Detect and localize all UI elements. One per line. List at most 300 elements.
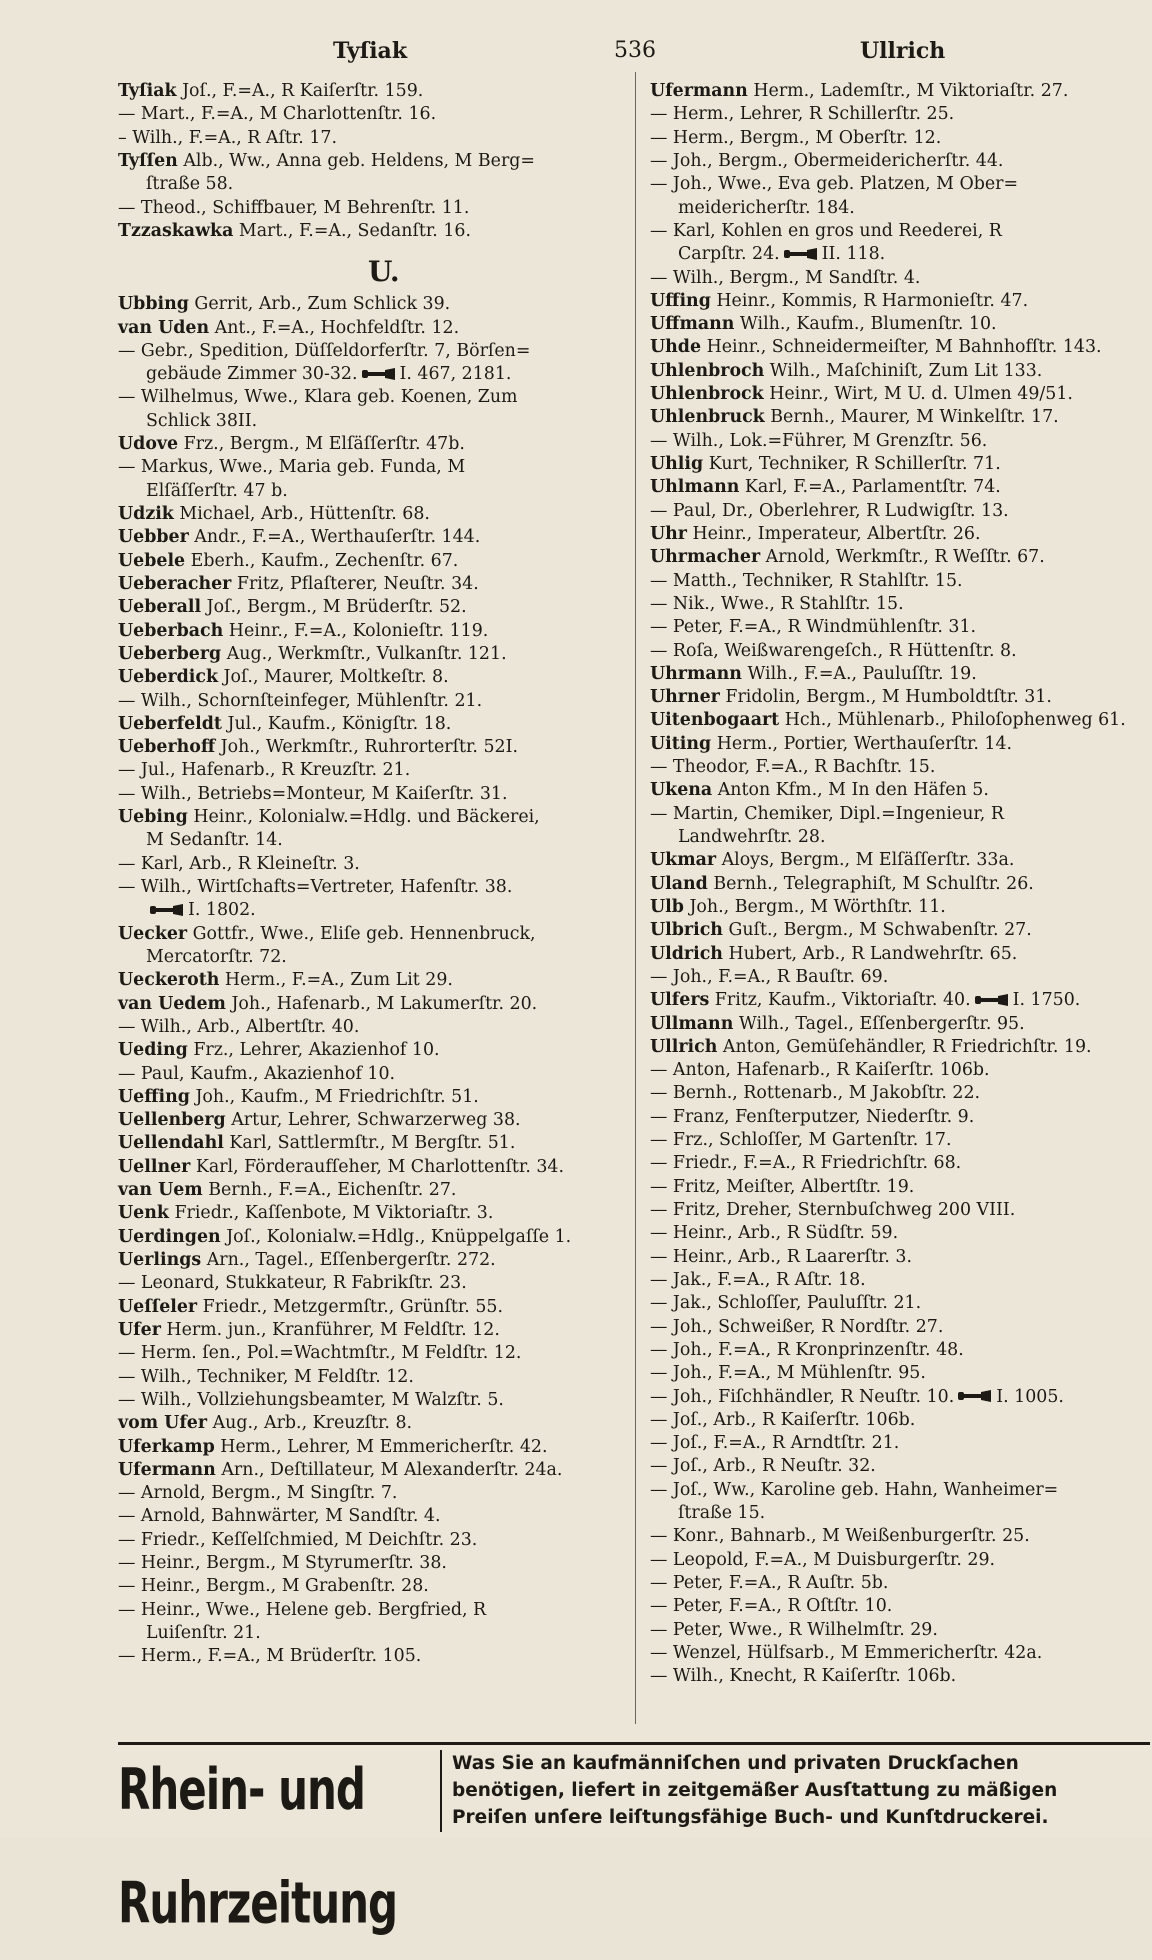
entry-details: — Peter, F.=A., R Auſtr. 5b. [650,1573,889,1593]
entry-surname: Ufer [118,1319,161,1340]
directory-entry [650,1176,1150,1199]
directory-entry [650,826,1150,849]
directory-entry [118,386,626,409]
directory-entry [118,340,626,363]
entry-surname: Ukena [650,780,713,801]
directory-entry [650,779,1150,802]
entry-surname: Ukmar [650,850,717,871]
entry-details: Friedr., Kaſſenbote, M Viktoriaſtr. 3. [168,1203,494,1224]
directory-entry [118,853,626,876]
entry-details: Joſ., F.=A., R Kaiſerſtr. 159. [176,81,424,101]
entry-details: — Paul, Dr., Oberlehrer, R Ludwigſtr. 13. [650,500,1009,521]
entry-surname: Uhlenbroch [650,360,765,381]
entry-details: — Wilh., Bergm., M Sandſtr. 4. [650,267,921,288]
entry-details: — Arnold, Bahnwärter, M Sandſtr. 4. [118,1506,441,1527]
entry-details: — Joh., Wwe., Eva geb. Platzen, M Ober= [650,174,1019,195]
directory-entry [118,829,626,852]
entry-details: Mercatorſtr. 72. [146,946,287,967]
directory-entry [650,1549,1150,1572]
entry-details: Aug., Werkmſtr., Vulkanſtr. 121. [221,643,507,664]
directory-entry [118,759,626,782]
directory-entry [118,1436,626,1459]
entry-details: ſtraße 15. [678,1503,766,1524]
entry-details: Wilh., Tagel., Eſſenbergerſtr. 95. [733,1013,1025,1034]
entry-details: Joh., Werkmſtr., Ruhrorterſtr. 52I. [215,737,518,758]
directory-entry [118,1645,626,1668]
directory-entry [118,103,626,126]
entry-details: — Peter, F.=A., R Oſtſtr. 10. [650,1596,893,1617]
entry-details: — Arnold, Bergm., M Singſtr. 7. [118,1483,398,1504]
entry-details: — Paul, Kaufm., Akazienhof 10. [118,1063,396,1084]
directory-entry [650,616,1150,639]
entry-details: meidericherſtr. 184. [678,197,855,218]
directory-entry [118,1132,626,1155]
directory-entry [650,1059,1150,1082]
entry-details: — Herm. ſen., Pol.=Wachtmſtr., M Feldſtr. 12. [118,1343,522,1364]
directory-entry [118,1202,626,1225]
directory-entry [118,666,626,689]
directory-entry [650,1525,1150,1548]
entry-details: Alb., Ww., Anna geb. Heldens, M Berg= [177,150,535,171]
directory-entry [650,919,1150,942]
directory-entry [118,1366,626,1389]
directory-entry [650,966,1150,989]
directory-entry [650,756,1150,779]
entry-surname: van Uden [118,317,210,338]
entry-surname: Uebele [118,550,186,571]
entry-surname: Uerlings [118,1250,202,1270]
entry-details: Gottfr., Wwe., Eliſe geb. Hennenbruck, [187,923,536,944]
entry-details: — Joh., F.=A., M Mühlenſtr. 95. [650,1363,926,1384]
entry-surname: Uland [650,873,708,894]
directory-entry [650,709,1150,732]
directory-entry [650,243,1150,266]
entry-details: Heinr., Kolonialw.=Hdlg. und Bäckerei, [187,807,540,828]
entry-details: Karl, Förderaufſeher, M Charlottenſtr. 34. [190,1156,565,1177]
entry-details: — Heinr., Bergm., M Styrumerſtr. 38. [118,1553,447,1574]
directory-entry [118,80,626,103]
entry-details: Kurt, Techniker, R Schillerſtr. 71. [703,454,1001,474]
entry-details: — Konr., Bahnarb., M Weißenburgerſtr. 25. [650,1526,1030,1547]
entry-details: — Joſ., Ww., Karoline geb. Hahn, Wanheimer= [650,1479,1059,1500]
entry-surname: Uhrner [650,687,720,708]
directory-entry [118,969,626,992]
entry-surname: Ueberhoff [118,737,216,758]
entry-details: Herm. jun., Kranführer, M Feldſtr. 12. [160,1319,500,1340]
entry-details: Joſ., Bergm., M Brüderſtr. 52. [201,597,467,618]
directory-entry [650,1106,1150,1129]
entry-details: — Mart., F.=A., M Charlottenſtr. 16. [118,104,437,125]
directory-entry [118,293,626,316]
directory-entry [118,620,626,643]
directory-entry [650,989,1150,1012]
entry-details: — Karl, Arb., R Kleineſtr. 3. [118,853,360,874]
entry-details: Arn., Deſtillateur, M Alexanderſtr. 24a. [215,1459,563,1480]
entry-details: — Theodor, F.=A., R Bachſtr. 15. [650,757,936,778]
entry-surname: Ueckeroth [118,970,220,991]
entry-details: Joſ., Maurer, Moltkeſtr. 8. [218,667,449,688]
entry-details: Wilh., F.=A., Pauluſſtr. 19. [741,663,977,684]
entry-details: — Jul., Hafenarb., R Kreuzſtr. 21. [118,760,411,781]
directory-entry [118,899,626,922]
entry-details: Wilh., Maſchiniſt, Zum Lit 133. [764,360,1043,381]
entry-details: Herm., F.=A., Zum Lit 29. [219,970,453,991]
entry-surname: Ulfers [650,990,710,1011]
directory-entry [118,410,626,433]
entry-surname: Ullmann [650,1013,734,1034]
entry-surname: Uhrmacher [650,547,761,568]
entry-surname: Ulbrich [650,920,723,941]
directory-entry [650,383,1150,406]
directory-entry [650,173,1150,196]
entry-details: — Joſ., Arb., R Kaiſerſtr. 106b. [650,1409,916,1430]
directory-entry [650,849,1150,872]
entry-surname: van Uedem [118,993,226,1014]
directory-entry [650,1269,1150,1292]
directory-entry [650,430,1150,453]
entry-surname: Uferkamp [118,1436,215,1457]
directory-entry [650,1479,1150,1502]
entry-details: Arn., Tagel., Eſſenbergerſtr. 272. [201,1250,496,1270]
directory-entry [650,663,1150,686]
entry-surname: Ueberdick [118,667,219,688]
directory-entry [118,643,626,666]
entry-details: — Peter, F.=A., R Windmühlenſtr. 31. [650,617,977,638]
directory-entry [650,1292,1150,1315]
entry-surname: Uecker [118,923,188,944]
directory-entry [118,1272,626,1295]
directory-entry [118,173,626,196]
entry-details: — Fritz, Meiſter, Albertſtr. 19. [650,1176,915,1197]
entry-surname: Ueberberg [118,643,222,664]
entry-details: — Gebr., Spedition, Düſſeldorferſtr. 7, Börſen= [118,340,531,361]
directory-entry [118,220,626,243]
directory-entry [118,573,626,596]
entry-details: — Wilh., Wirtſchafts=Vertreter, Hafenſtr. 38. [118,877,513,897]
directory-entry [118,1599,626,1622]
directory-entry [650,1129,1150,1152]
directory-entry [118,1482,626,1505]
entry-surname: Uiting [650,733,712,754]
ad-text [452,1750,1150,1831]
entry-details: Karl, Sattlermſtr., M Bergſtr. 51. [223,1133,516,1154]
directory-entry [650,406,1150,429]
header-right-keyword: Ullrich [860,38,946,64]
directory-entry [118,480,626,503]
directory-entry [650,360,1150,383]
directory-entry [650,267,1150,290]
directory-entry [650,1082,1150,1105]
directory-entry [650,1036,1150,1059]
entry-details: Karl, F.=A., Parlamentſtr. 74. [739,477,1001,498]
entry-details: Hch., Mühlenarb., Philoſophenweg 61. [779,710,1126,731]
directory-entry [650,733,1150,756]
entry-surname: Ueberall [118,597,202,618]
entry-details: Arnold, Werkmſtr., R Weſſtr. 67. [760,547,1045,568]
directory-entry [118,1296,626,1319]
entry-details: — Joh., Bergm., Obermeidericherſtr. 44. [650,150,1004,171]
directory-entry [118,1552,626,1575]
entry-details: Schlick 38II. [146,410,258,431]
directory-entry [118,713,626,736]
phone-number: I. 1802. [188,900,256,921]
entry-details: Aloys, Bergm., M Elſäſſerſtr. 33a. [716,850,1015,871]
directory-entry [118,1412,626,1435]
entry-details: — Theod., Schiffbauer, M Behrenſtr. 11. [118,197,470,218]
directory-entry [118,456,626,479]
entry-details: Frz., Lehrer, Akazienhof 10. [187,1040,440,1061]
entry-details: — Wilh., Techniker, M Feldſtr. 12. [118,1366,414,1387]
entry-surname: Tyſiak [118,81,177,101]
entry-details: Mart., F.=A., Sedanſtr. 16. [233,220,471,241]
directory-entry [118,1156,626,1179]
directory-entry [118,690,626,713]
entry-details: ſtraße 58. [146,174,234,195]
entry-surname: Uenk [118,1203,169,1224]
directory-entry [118,1226,626,1249]
directory-entry [650,896,1150,919]
directory-entry [118,783,626,806]
entry-details: — Joh., F.=A., R Bauſtr. 69. [650,966,889,987]
directory-entry [118,127,626,150]
entry-details: Andr., F.=A., Werthauſerſtr. 144. [188,527,481,548]
column-divider [635,72,636,1724]
entry-details: — Anton, Hafenarb., R Kaiſerſtr. 106b. [650,1060,990,1081]
directory-entry [650,1642,1150,1665]
directory-entry [650,290,1150,313]
entry-details: — Leopold, F.=A., M Duisburgerſtr. 29. [650,1549,996,1570]
directory-entry [118,1063,626,1086]
directory-entry [650,1619,1150,1642]
directory-entry [650,127,1150,150]
ad-line: Was Sie an kaufmänniſchen und privaten Druckſachen [452,1753,1019,1774]
entry-details: Bernh., F.=A., Eichenſtr. 27. [202,1180,457,1201]
entry-details: — Herm., F.=A., M Brüderſtr. 105. [118,1646,422,1667]
page-number: 536 [614,38,656,63]
entry-details: Herm., Lehrer, M Emmericherſtr. 42. [214,1436,548,1457]
header-left-keyword: Tyſiak [333,38,408,64]
directory-entry [650,640,1150,663]
directory-entry [650,1362,1150,1385]
section-letter: U. [368,255,400,289]
directory-entry [650,1432,1150,1455]
directory-entry [118,1389,626,1412]
directory-entry [118,503,626,526]
ad-divider [440,1750,442,1832]
entry-surname: Udzik [118,504,174,524]
entry-details: Gerrit, Arb., Zum Schlick 39. [188,294,451,315]
directory-entry [118,1529,626,1552]
entry-details: Hubert, Arb., R Landwehrſtr. 65. [722,943,1018,964]
directory-entry [118,526,626,549]
entry-details: — Wilh., Vollziehungsbeamter, M Walzſtr. 5. [118,1389,504,1410]
directory-entry [118,1086,626,1109]
entry-details: — Heinr., Bergm., M Grabenſtr. 28. [118,1576,429,1597]
entry-surname: Uhde [650,337,702,358]
entry-surname: Uhr [650,523,687,544]
entry-details: — Heinr., Wwe., Helene geb. Bergfried, R [118,1599,487,1620]
entry-details: Bernh., Maurer, M Winkelſtr. 17. [764,407,1059,428]
entry-details: — Matth., Techniker, R Stahlſtr. 15. [650,570,963,591]
directory-entry [650,150,1150,173]
telephone-icon [784,248,818,260]
directory-entry [650,1409,1150,1432]
entry-surname: Uebing [118,807,188,828]
entry-details: Aug., Arb., Kreuzſtr. 8. [207,1413,413,1434]
directory-entry [650,546,1150,569]
directory-entry [650,1013,1150,1036]
entry-details: Luiſenſtr. 21. [146,1623,261,1643]
directory-entry [118,596,626,619]
entry-surname: Uhlmann [650,477,740,498]
directory-entry [118,1342,626,1365]
entry-surname: Uellendahl [118,1133,224,1154]
directory-entry [650,1222,1150,1245]
entry-details: Frz., Bergm., M Elſäſſerſtr. 47b. [178,434,465,455]
entry-details: Joh., Kaufm., M Friedrichſtr. 51. [189,1086,479,1107]
directory-entry [118,876,626,899]
entry-details: Wilh., Kaufm., Blumenſtr. 10. [734,314,997,335]
directory-entry [118,1459,626,1482]
entry-details: — Herm., Bergm., M Oberſtr. 12. [650,127,942,148]
entry-details: Guſt., Bergm., M Schwabenſtr. 27. [722,920,1032,941]
entry-details: Elſäſſerſtr. 47 b. [146,480,288,501]
entry-surname: Uellenberg [118,1110,226,1131]
entry-details: — Heinr., Arb., R Laarerſtr. 3. [650,1246,913,1267]
directory-entry [118,150,626,173]
entry-details: — Leonard, Stukkateur, R Fabrikſtr. 23. [118,1273,467,1294]
directory-entry [650,1246,1150,1269]
directory-entry [650,593,1150,616]
directory-entry [650,1339,1150,1362]
directory-entry [650,943,1150,966]
entry-details: — Wilh., Arb., Albertſtr. 40. [118,1016,360,1037]
directory-entry [650,476,1150,499]
left-column [118,80,626,1669]
entry-surname: Uffmann [650,314,735,335]
entry-surname: Uldrich [650,943,723,964]
entry-details: — Heinr., Arb., R Südſtr. 59. [650,1223,899,1244]
directory-entry [118,317,626,340]
entry-surname: Ueffing [118,1086,190,1107]
entry-details: Fritz, Kaufm., Viktoriaſtr. 40. [709,990,971,1011]
entry-surname: Tyſſen [118,150,178,171]
directory-entry [650,523,1150,546]
entry-details: — Nik., Wwe., R Stahlſtr. 15. [650,593,904,614]
directory-entry [650,686,1150,709]
entry-details: Ant., F.=A., Hochfeldſtr. 12. [209,317,460,338]
entry-surname: Ufermann [650,81,748,101]
entry-details: — Franz, Fenſterputzer, Niederſtr. 9. [650,1106,975,1127]
phone-number: I. 1005. [996,1386,1064,1407]
directory-entry [650,336,1150,359]
entry-details: — Bernh., Rottenarb., M Jakobſtr. 22. [650,1083,981,1104]
newspaper-logo: Rhein- und Ruhrzeitung [118,1756,398,1936]
ad-line: benötigen, liefert in zeitgemäßer Ausſtattung zu mäßigen [452,1780,1058,1801]
telephone-icon [362,368,396,380]
phone-number: I. 1750. [1012,990,1081,1011]
directory-entry [650,313,1150,336]
telephone-icon [958,1390,992,1402]
directory-entry [118,993,626,1016]
entry-details: Anton Kfm., M In den Häfen 5. [712,780,989,801]
entry-details: — Peter, Wwe., R Wilhelmſtr. 29. [650,1619,938,1640]
entry-details: — Wenzel, Hülfsarb., M Emmericherſtr. 42a. [650,1642,1043,1663]
entry-surname: Ueſſeler [118,1296,198,1317]
directory-entry [118,1039,626,1062]
entry-details: Jul., Kaufm., Königſtr. 18. [221,713,452,734]
entry-details: — Friedr., Keſſelſchmied, M Deichſtr. 23. [118,1529,478,1550]
entry-details: — Wilhelmus, Wwe., Klara geb. Koenen, Zum [118,387,518,408]
entry-surname: Uhlig [650,454,704,474]
entry-details: Fridolin, Bergm., M Humboldtſtr. 31. [719,687,1052,708]
page-header [0,38,1152,72]
right-column [650,80,1150,1689]
directory-entry [650,1595,1150,1618]
directory-entry [650,1665,1150,1688]
directory-entry [118,550,626,573]
entry-surname: Uerdingen [118,1226,221,1247]
entry-surname: Uffing [650,290,711,311]
entry-details: Herm., Portier, Werthauſerſtr. 14. [711,733,1013,754]
entry-details: — Markus, Wwe., Maria geb. Funda, M [118,457,466,478]
directory-entry [118,946,626,969]
entry-details: — Jak., Schloſſer, Pauluſſtr. 21. [650,1293,922,1314]
entry-details: Heinr., F.=A., Kolonieſtr. 119. [223,620,489,641]
entry-surname: Ulb [650,896,684,917]
entry-details: — Jak., F.=A., R Aſtr. 18. [650,1269,866,1290]
entry-surname: Ueberacher [118,573,232,594]
entry-details: Bernh., Telegraphiſt, M Schulſtr. 26. [707,873,1034,894]
directory-entry [650,1386,1150,1409]
entry-details: — Fritz, Dreher, Sternbuſchweg 200 VIII. [650,1200,1016,1220]
directory-entry [118,1016,626,1039]
directory-entry [650,220,1150,243]
entry-details: — Friedr., F.=A., R Friedrichſtr. 68. [650,1153,962,1174]
entry-surname: Uhlenbrock [650,384,764,405]
directory-entry [650,1316,1150,1339]
entry-details: Joh., Hafenarb., M Lakumerſtr. 20. [225,993,538,1014]
entry-details: Friedr., Metzgermſtr., Grünſtr. 55. [197,1296,504,1317]
entry-details: Anton, Gemüſehändler, R Friedrichſtr. 19. [717,1036,1092,1057]
entry-surname: Tzzaskawka [118,220,234,241]
entry-details: Heinr., Schneidermeiſter, M Bahnhofſtr. 143. [701,337,1102,358]
telephone-icon [975,994,1009,1006]
entry-surname: Ueberbach [118,620,224,641]
entry-surname: Uhlenbruck [650,407,765,428]
entry-details: — Wilh., Knecht, R Kaiſerſtr. 106b. [650,1666,957,1687]
directory-entry [650,873,1150,896]
directory-entry [118,1249,626,1272]
entry-details: Joſ., Kolonialw.=Hdlg., Knüppelgaſſe 1. [220,1226,572,1247]
ad-line: Preiſen unſere leiſtungsfähige Buch- und Kunſtdruckerei. [452,1807,1049,1828]
directory-entry [650,80,1150,103]
directory-entry [650,500,1150,523]
entry-details: — Martin, Chemiker, Dipl.=Ingenieur, R [650,803,1004,824]
entry-surname: vom Ufer [118,1413,208,1434]
directory-entry [118,433,626,456]
entry-details: Heinr., Imperateur, Albertſtr. 26. [686,523,981,544]
entry-details: – Wilh., F.=A., R Aſtr. 17. [118,127,338,148]
entry-details: Herm., Lademſtr., M Viktoriaſtr. 27. [747,81,1069,101]
directory-entry [650,103,1150,126]
directory-entry [118,736,626,759]
directory-entry [118,197,626,220]
entry-surname: Uhrmann [650,663,742,684]
entry-surname: Udove [118,434,179,455]
entry-details: M Sedanſtr. 14. [146,830,283,851]
entry-details: Landwehrſtr. 28. [678,827,826,847]
